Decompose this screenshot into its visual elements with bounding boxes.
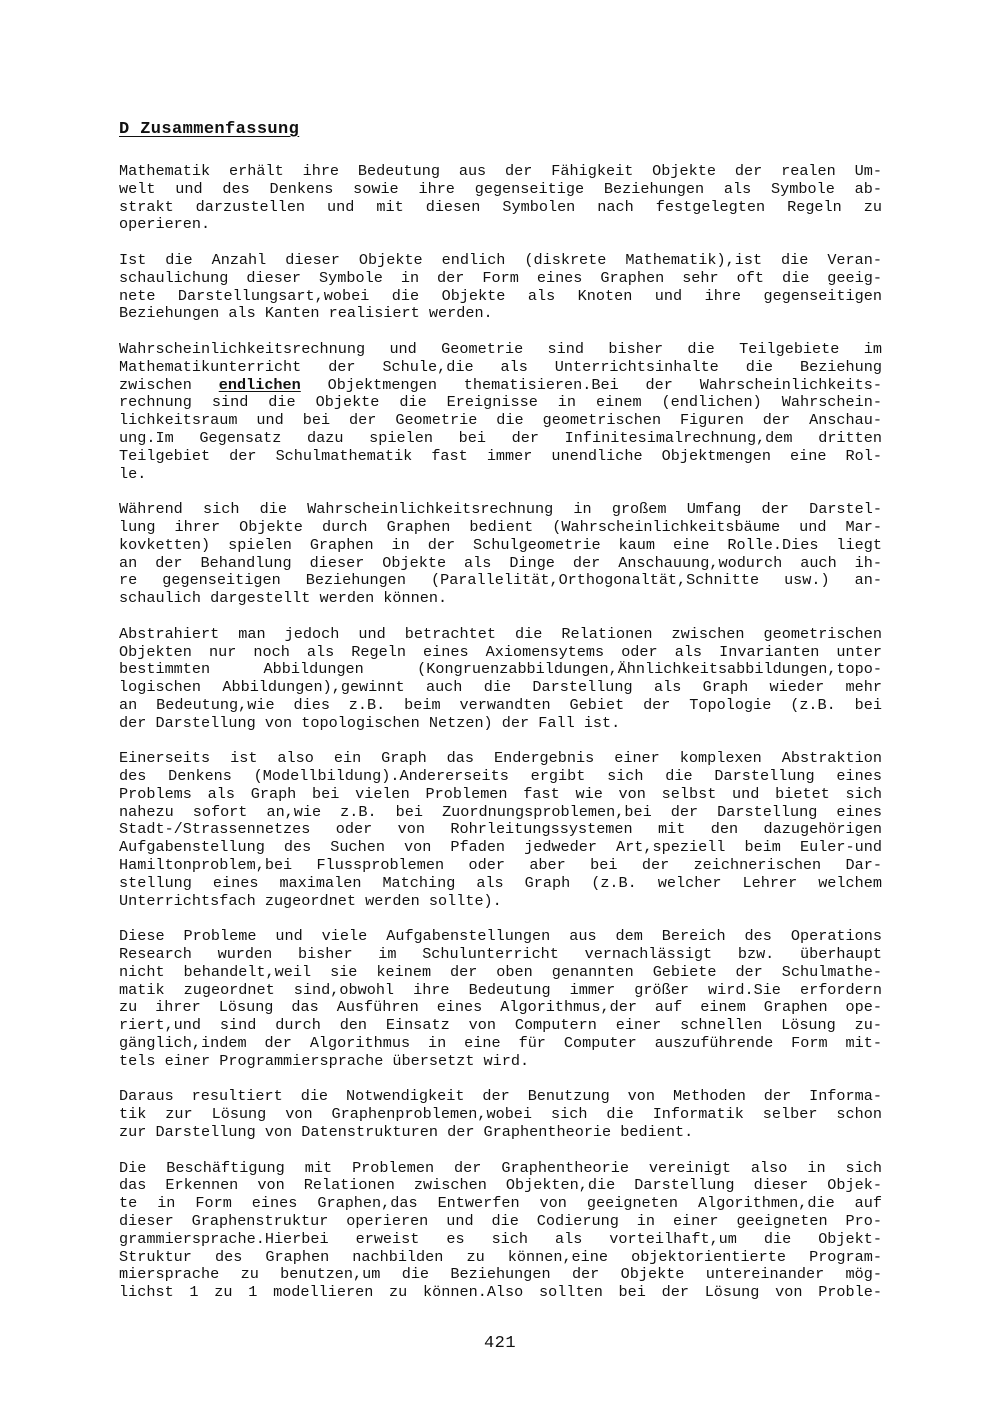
page-number: 421 — [483, 1334, 517, 1353]
text-line: Research wurden bisher im Schulunterricht vernachlässigt bzw. überhaupt — [119, 945, 882, 964]
text-line: gänglich,indem der Algorithmus in eine für Computer auszuführende Form mit- — [119, 1034, 882, 1053]
text-line: lichkeitsraum und bei der Geometrie die geometrischen Figuren der Anschau- — [119, 411, 882, 430]
text-line: bestimmten Abbildungen (Kongruenzabbildungen,Ähnlichkeitsabbildungen,topo- — [119, 660, 882, 679]
text-line: riert,und sind durch den Einsatz von Computern einer schnellen Lösung zu- — [119, 1016, 882, 1035]
text-line: logischen Abbildungen),gewinnt auch die Darstellung als Graph wieder mehr — [119, 678, 882, 697]
paragraph — [119, 928, 882, 1070]
paragraph — [119, 501, 882, 608]
text-line: Unterrichtsfach zugeordnet werden sollte). — [119, 891, 502, 910]
text-line: nicht behandelt,weil sie keinem der oben genannten Gebiete der Schulmathe- — [119, 962, 882, 981]
text-line: dieser Graphenstruktur operieren und die Codierung in einer geeigneten Pro- — [119, 1212, 882, 1231]
text-line: Mathematik erhält ihre Bedeutung aus der Fähigkeit Objekte der realen Um- — [119, 162, 882, 180]
text-line: Wahrscheinlichkeitsrechnung und Geometrie sind bisher die Teilgebiete im — [119, 339, 882, 358]
text-line: Daraus resultiert die Notwendigkeit der Benutzung von Methoden der Informa- — [119, 1087, 882, 1106]
text-line: tels einer Programmiersprache übersetzt wird. — [119, 1051, 530, 1070]
text-line: schaulichung dieser Symbole in der Form eines Graphen sehr oft die geeig- — [119, 268, 882, 287]
text-line: matik zugeordnet sind,obwohl ihre Bedeutung immer größer wird.Sie erfordern — [119, 980, 882, 999]
text-line: lung ihrer Objekte durch Graphen bedient (Wahrscheinlichkeitsbäume und Mar- — [119, 517, 882, 536]
text-line: grammiersprache.Hierbei erweist es sich als vorteilhaft,um die Objekt- — [119, 1229, 882, 1248]
paragraph — [119, 341, 882, 483]
text-line: re gegenseitigen Beziehungen (Parallelität,Orthogonaltät,Schnitte usw.) an- — [119, 571, 882, 590]
text-line: Ist die Anzahl dieser Objekte endlich (diskrete Mathematik),ist die Veran- — [119, 250, 882, 269]
text-line: Abstrahiert man jedoch und betrachtet die Relationen zwischen geometrischen — [119, 624, 882, 643]
text-line: Stadt-/Strassennetzes oder von Rohrleitungssystemen mit den dazugehörigen — [119, 820, 882, 839]
line-segment: zwischen — [119, 375, 219, 394]
text-line: miersprache zu benutzen,um die Beziehungen der Objekte untereinander mög- — [119, 1265, 882, 1284]
text-line: nahezu sofort an,wie z.B. bei Zuordnungsproblemen,bei der Darstellung eines — [119, 802, 882, 821]
text-line: an der Behandlung dieser Objekte als Dinge der Anschauung,wodurch auch ih- — [119, 553, 882, 572]
text-line: operieren. — [119, 215, 211, 234]
text-line: te in Form eines Graphen,das Entwerfen von geeigneten Algorithmen,die auf — [119, 1194, 882, 1213]
text-line: Teilgebiet der Schulmathematik fast immer unendliche Objektmengen eine Rol- — [119, 446, 882, 465]
body-text — [119, 163, 882, 1320]
paragraph — [119, 252, 882, 323]
text-line: Problems als Graph bei vielen Problemen fast wie von selbst und bietet sich — [119, 784, 882, 803]
text-line: kovketten) spielen Graphen in der Schulgeometrie kaum eine Rolle.Dies liegt — [119, 535, 882, 554]
text-line: an Bedeutung,wie dies z.B. beim verwandten Gebiet der Topologie (z.B. bei — [119, 695, 882, 714]
text-line: stellung eines maximalen Matching als Graph (z.B. welcher Lehrer welchem — [119, 873, 882, 892]
text-line: lichst 1 zu 1 modellieren zu können.Also sollten bei der Lösung von Proble- — [119, 1283, 882, 1302]
paragraph — [119, 626, 882, 733]
text-line: Aufgabenstellung des Suchen von Pfaden jedweder Art,speziell beim Euler-und — [119, 838, 882, 857]
text-line: das Erkennen von Relationen zwischen Objekten,die Darstellung dieser Objek- — [119, 1176, 882, 1195]
text-line — [119, 377, 882, 395]
line-segment: Objektmengen thematisieren.Bei der Wahrscheinlichkeits- — [300, 375, 883, 394]
text-line: Beziehungen als Kanten realisiert werden. — [119, 304, 493, 323]
text-line: welt und des Denkens sowie ihre gegenseitige Beziehungen als Symbole ab- — [119, 179, 882, 198]
text-line: ung.Im Gegensatz dazu spielen bei der Infinitesimalrechnung,dem dritten — [119, 428, 882, 447]
text-line: Während sich die Wahrscheinlichkeitsrechnung in großem Umfang der Darstel- — [119, 500, 882, 519]
section-heading: D Zusammenfassung — [119, 120, 300, 139]
text-line: Diese Probleme und viele Aufgabenstellungen aus dem Bereich des Operations — [119, 927, 882, 946]
text-line: schaulich dargestellt werden können. — [119, 589, 448, 608]
paragraph — [119, 1160, 882, 1302]
text-line: zur Darstellung von Datenstrukturen der Graphentheorie bedient. — [119, 1123, 694, 1142]
text-line: der Darstellung von topologischen Netzen) der Fall ist. — [119, 713, 621, 732]
text-line: Die Beschäftigung mit Problemen der Graphentheorie vereinigt also in sich — [119, 1158, 882, 1177]
text-line: tik zur Lösung von Graphenproblemen,wobei sich die Informatik selber schon — [119, 1105, 882, 1124]
text-line: Struktur des Graphen nachbilden zu können,eine objektorientierte Program- — [119, 1247, 882, 1266]
paragraph — [119, 1088, 882, 1141]
text-line: rechnung sind die Objekte die Ereignisse in einem (endlichen) Wahrschein- — [119, 393, 882, 412]
text-line: Einerseits ist also ein Graph das Endergebnis einer komplexen Abstraktion — [119, 749, 882, 768]
text-line: Mathematikunterricht der Schule,die als Unterrichtsinhalte die Beziehung — [119, 357, 882, 376]
text-line: Objekten nur noch als Regeln eines Axiomensytems oder als Invarianten unter — [119, 642, 882, 661]
text-line: le. — [119, 464, 147, 483]
text-line: nete Darstellungsart,wobei die Objekte als Knoten und ihre gegenseitigen — [119, 286, 882, 305]
text-line: strakt darzustellen und mit diesen Symbolen nach festgelegten Regeln zu — [119, 197, 882, 216]
text-line: zu ihrer Lösung das Ausführen eines Algorithmus,der auf einem Graphen ope- — [119, 998, 882, 1017]
text-line: des Denkens (Modellbildung).Andererseits ergibt sich die Darstellung eines — [119, 767, 882, 786]
text-line: Hamiltonproblem,bei Flussproblemen oder aber bei der zeichnerischen Dar- — [119, 856, 882, 875]
paragraph — [119, 750, 882, 910]
emphasized-word: endlichen — [218, 375, 301, 394]
paragraph — [119, 163, 882, 234]
